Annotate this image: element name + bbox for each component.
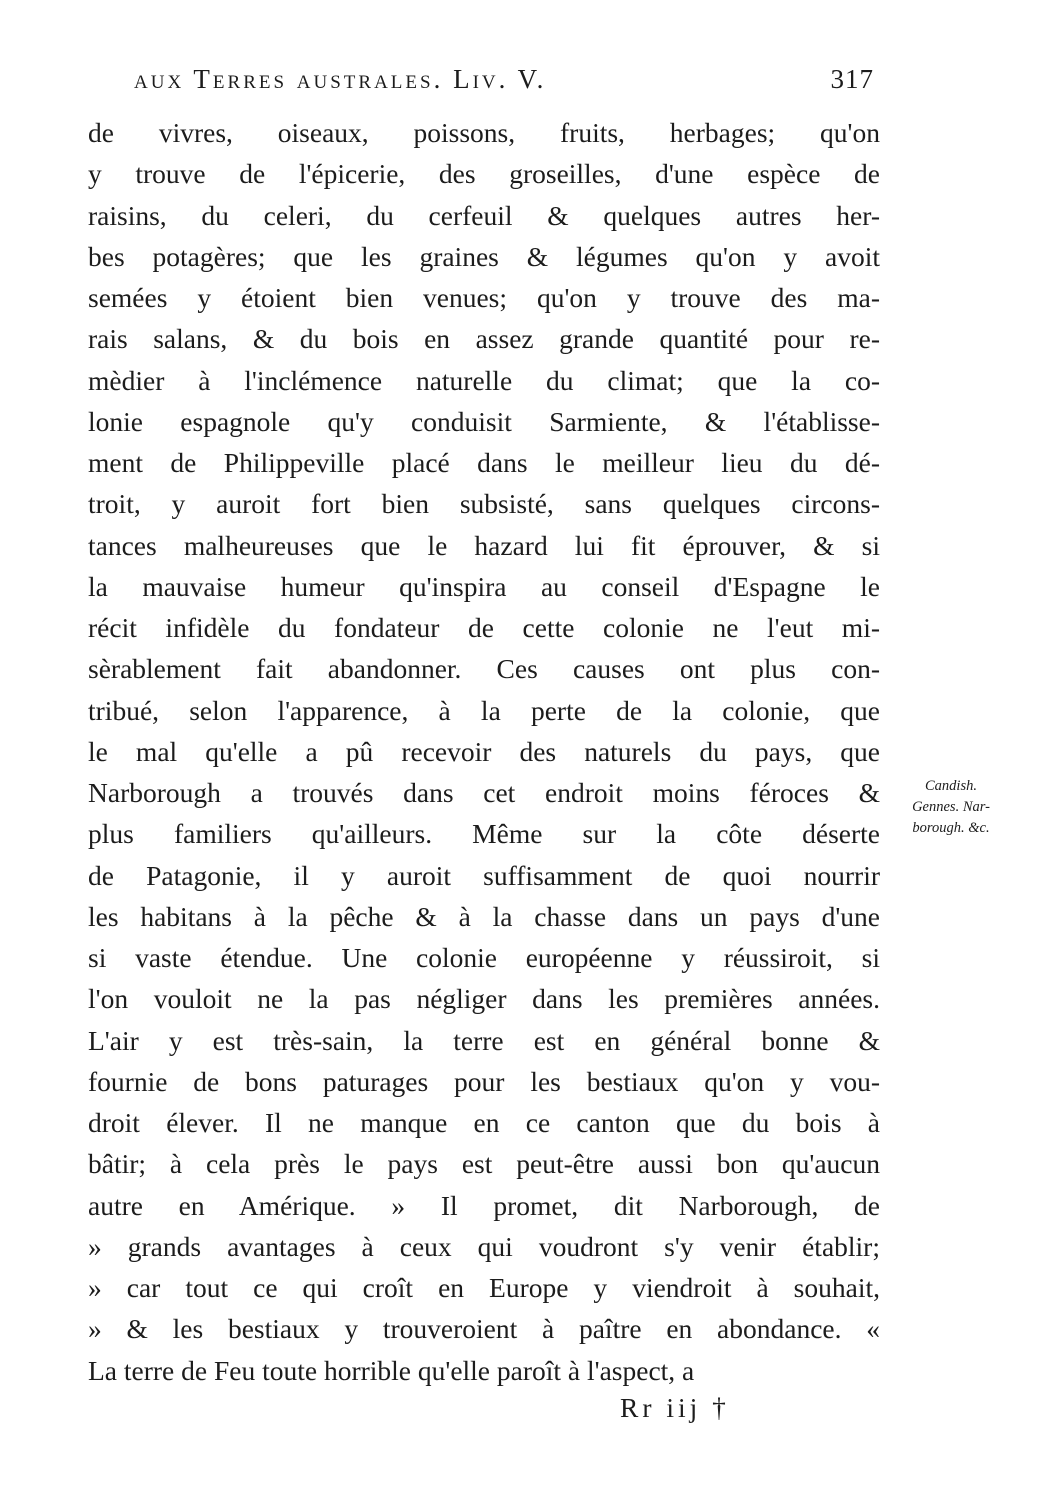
running-head	[134, 64, 874, 106]
text-line: » car tout ce qui croît en Europe y viendroit à souhait,	[88, 1272, 880, 1303]
text-line: de vivres, oiseaux, poissons, fruits, herbages; qu'on	[88, 117, 880, 148]
text-line: ment de Philippeville placé dans le meilleur lieu du dé-	[88, 447, 880, 478]
text-line: bâtir; à cela près le pays est peut-être aussi bon qu'aucun	[88, 1148, 880, 1180]
margin-note-line: borough. &c.	[912, 820, 990, 836]
margin-note-line: Gennes. Nar-	[912, 799, 990, 815]
text-line: mèdier à l'inclémence naturelle du climat; que la co-	[88, 364, 880, 396]
signature-mark: Rr iij †	[620, 1392, 730, 1423]
text-line: l'on vouloit ne la pas négliger dans les premières années.	[88, 983, 880, 1015]
text-line: raisins, du celeri, du cerfeuil & quelques autres her-	[88, 199, 880, 231]
text-line: La terre de Feu toute horrible qu'elle paroît à l'aspect, a	[88, 1354, 695, 1386]
text-line: autre en Amérique. » Il promet, dit Narborough, de	[88, 1189, 880, 1221]
text-line: la mauvaise humeur qu'inspira au conseil d'Espagne le	[88, 570, 880, 602]
margin-note-line: Candish.	[925, 778, 977, 794]
text-line: fournie de bons paturages pour les bestiaux qu'on y vou-	[88, 1065, 880, 1097]
margin-note	[886, 776, 1016, 839]
text-line: » grands avantages à ceux qui voudront s'y venir établir;	[88, 1230, 880, 1262]
text-line: droit élever. Il ne manque en ce canton que du bois à	[88, 1107, 880, 1138]
text-line: les habitans à la pêche & à la chasse dans un pays d'une	[88, 900, 880, 932]
text-line: sèrablement fait abandonner. Ces causes ont plus con-	[88, 653, 880, 685]
running-title: aux Terres australes. Liv. V.	[134, 64, 547, 94]
body-text	[88, 112, 880, 1391]
text-line: rais salans, & du bois en assez grande quantité pour re-	[88, 323, 880, 355]
text-line: Narborough a trouvés dans cet endroit moins féroces &	[88, 777, 880, 808]
text-line: si vaste étendue. Une colonie européenne y réussiroit, si	[88, 942, 880, 973]
text-line: troit, y auroit fort bien subsisté, sans quelques circons-	[88, 488, 880, 520]
text-line: semées y étoient bien venues; qu'on y trouve des ma-	[88, 282, 880, 313]
text-line: » & les bestiaux y trouveroient à paître en abondance. «	[88, 1313, 880, 1345]
text-line: plus familiers qu'ailleurs. Même sur la côte déserte	[88, 818, 880, 850]
text-line: de Patagonie, il y auroit suffisamment de quoi nourrir	[88, 859, 880, 891]
page-number: 317	[830, 64, 874, 94]
text-line: tribué, selon l'apparence, à la perte de la colonie, que	[88, 694, 880, 726]
text-line: récit infidèle du fondateur de cette colonie ne l'eut mi-	[88, 612, 880, 643]
text-line: lonie espagnole qu'y conduisit Sarmiente, & l'établisse-	[88, 405, 880, 437]
text-line: L'air y est très-sain, la terre est en général bonne &	[88, 1024, 880, 1056]
text-line: y trouve de l'épicerie, des groseilles, d'une espèce de	[88, 158, 880, 190]
text-line: tances malheureuses que le hazard lui fit éprouver, & si	[88, 529, 880, 561]
text-line: bes potagères; que les graines & légumes qu'on y avoit	[88, 240, 880, 272]
text-line: le mal qu'elle a pû recevoir des naturels du pays, que	[88, 735, 880, 767]
